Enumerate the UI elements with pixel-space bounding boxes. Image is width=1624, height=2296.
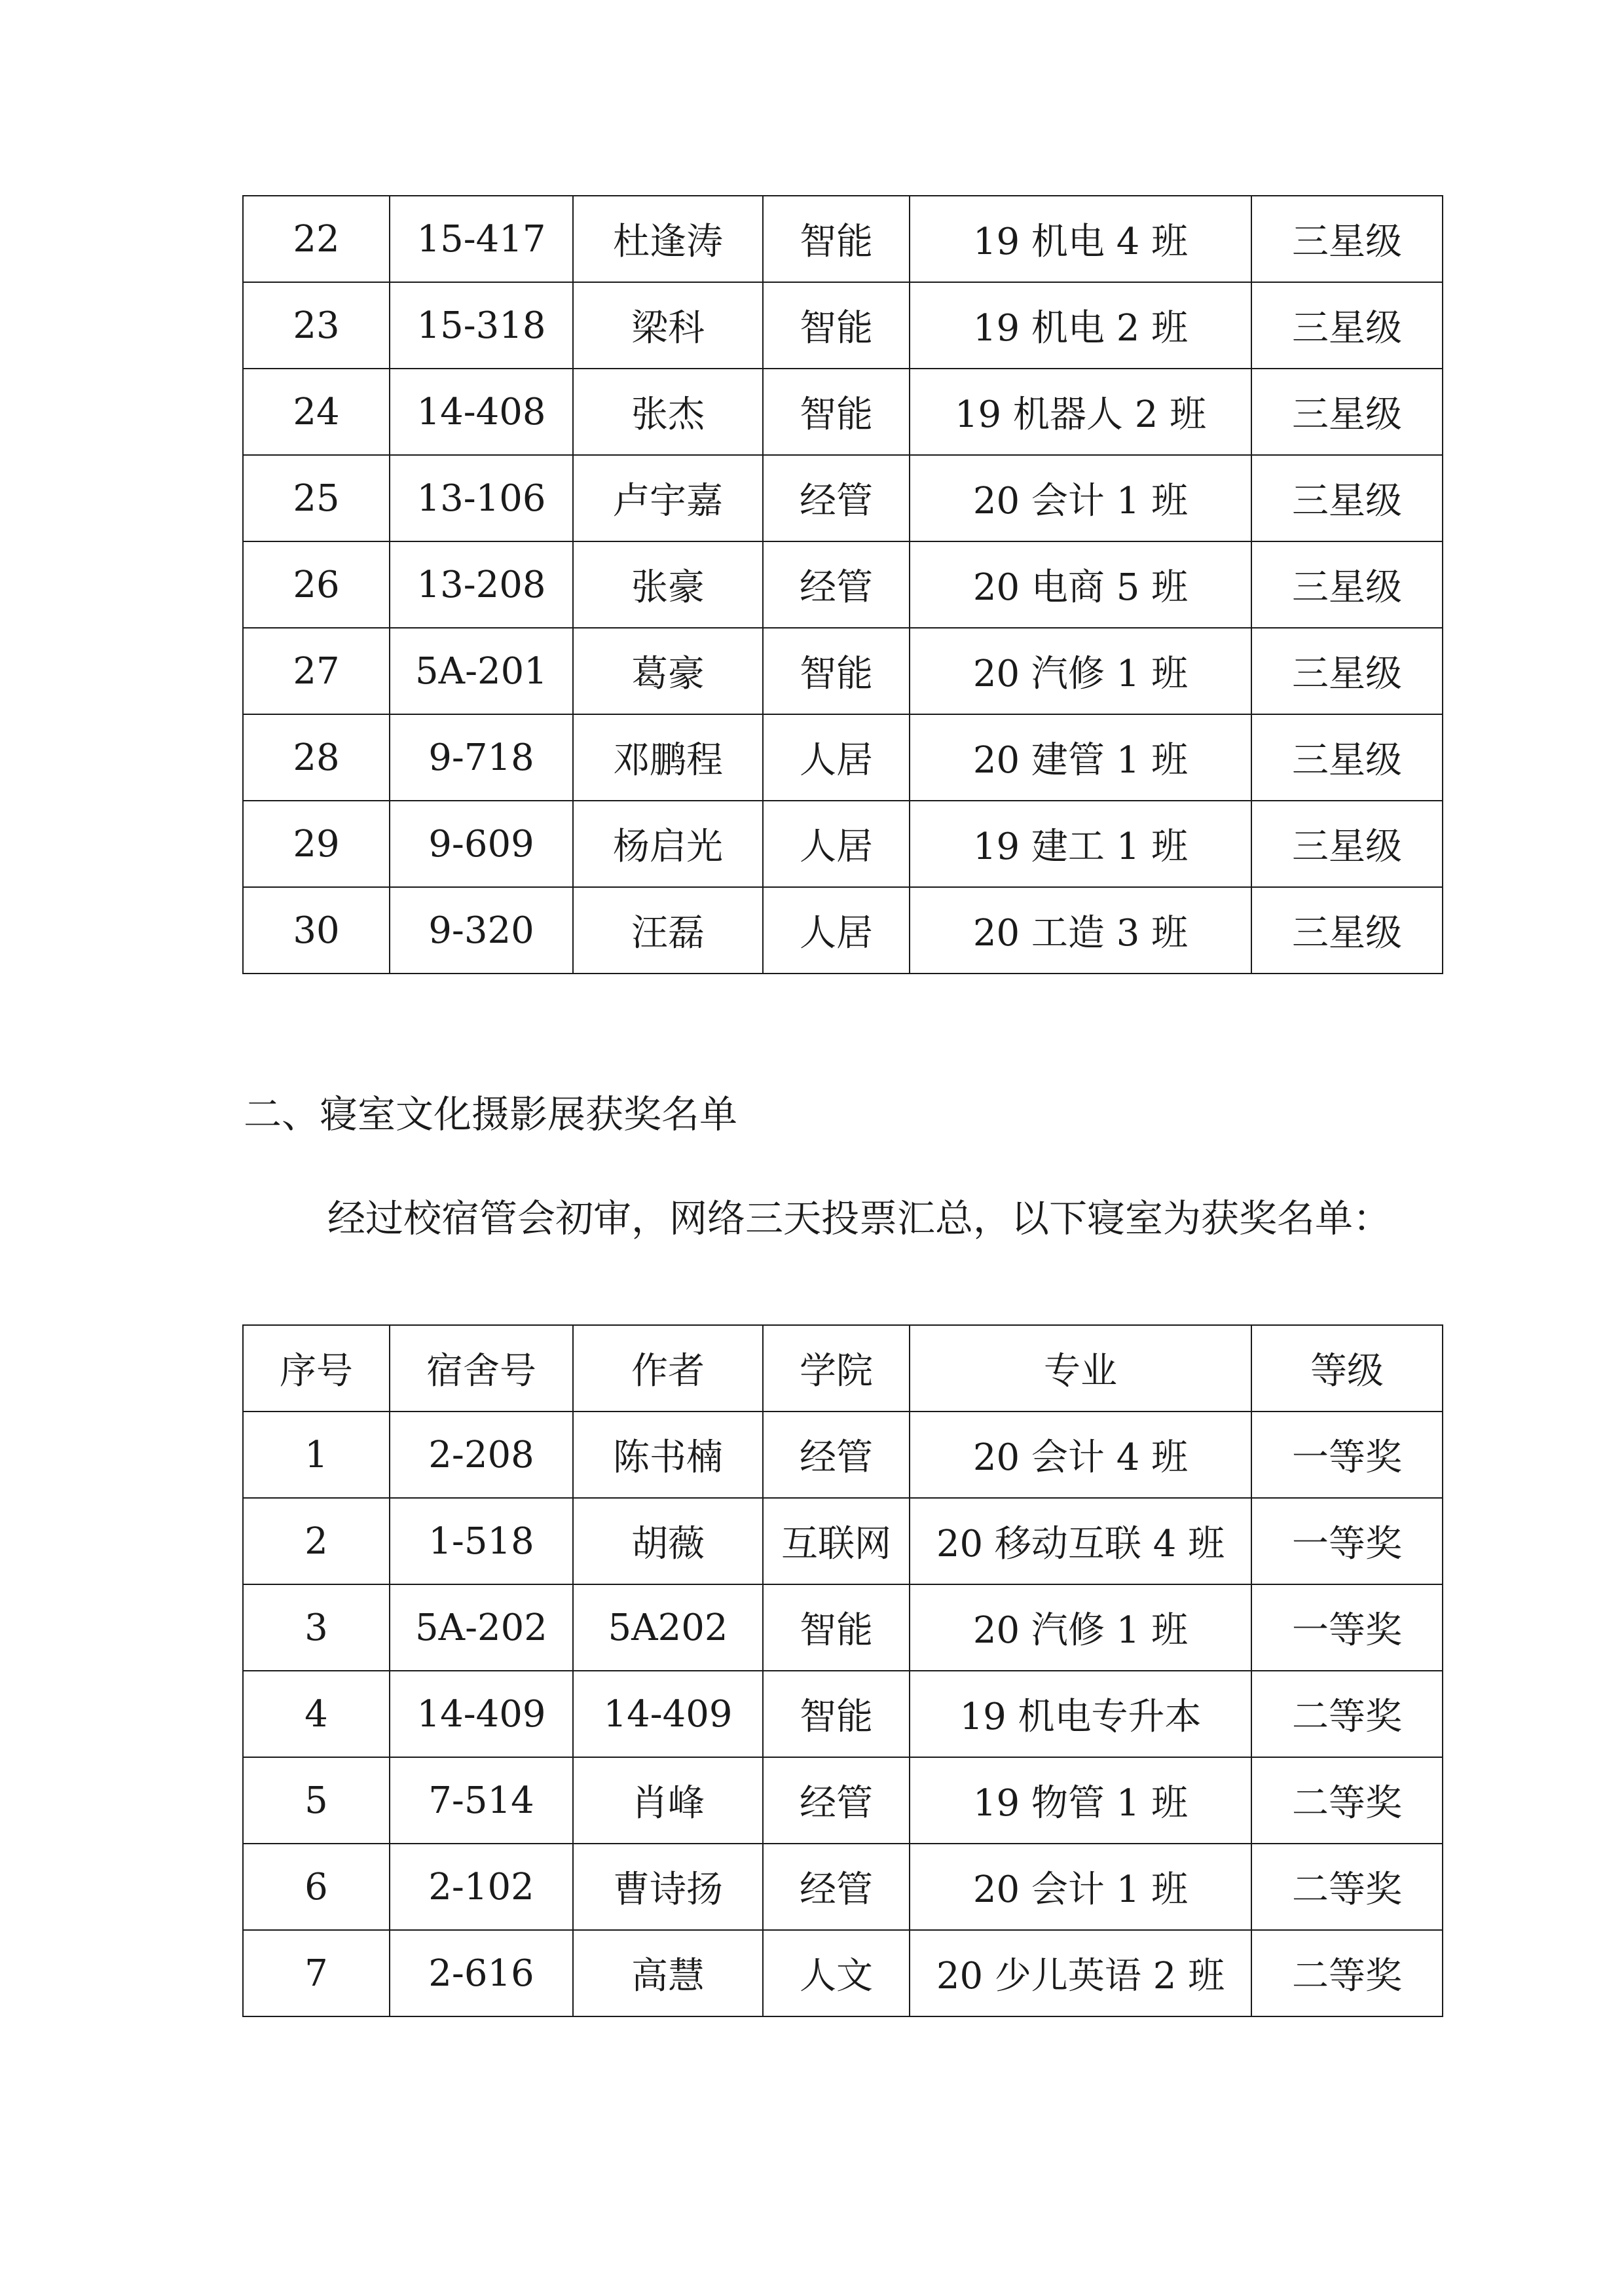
- table-row: [243, 1412, 1443, 1498]
- table-cell: 4: [243, 1671, 390, 1757]
- table-cell: 三星级: [1251, 887, 1443, 974]
- table-cell: 高慧: [573, 1930, 763, 2016]
- table-cell: 30: [243, 887, 390, 974]
- table-cell: 人居: [763, 801, 910, 887]
- table-cell: 14-409: [573, 1671, 763, 1757]
- table-row: [243, 196, 1443, 282]
- table-cell: 经管: [763, 1757, 910, 1844]
- table-cell: 20 会计 1 班: [910, 455, 1251, 541]
- table-cell: 5: [243, 1757, 390, 1844]
- table-cell: 三星级: [1251, 801, 1443, 887]
- table-cell: 7: [243, 1930, 390, 2016]
- table-cell: 15-417: [390, 196, 573, 282]
- table-cell: 25: [243, 455, 390, 541]
- header-row: [243, 1325, 1443, 1412]
- column-header: 宿舍号: [390, 1325, 573, 1412]
- table-cell: 二等奖: [1251, 1671, 1443, 1757]
- section-paragraph: 经过校宿管会初审，网络三天投票汇总，以下寝室为获奖名单：: [327, 1196, 1392, 1241]
- table-cell: 卢宇嘉: [573, 455, 763, 541]
- award-table: [242, 1324, 1443, 2017]
- table-cell: 三星级: [1251, 714, 1443, 801]
- table-row: [243, 887, 1443, 974]
- table-row: [243, 455, 1443, 541]
- table-cell: 智能: [763, 1584, 910, 1671]
- award-table-body: [243, 1412, 1443, 2016]
- table-cell: 23: [243, 282, 390, 369]
- table-cell: 20 汽修 1 班: [910, 628, 1251, 714]
- table-cell: 5A-202: [390, 1584, 573, 1671]
- table-row: [243, 1671, 1443, 1757]
- table-cell: 19 机电 4 班: [910, 196, 1251, 282]
- table-row: [243, 282, 1443, 369]
- table-cell: 19 机电 2 班: [910, 282, 1251, 369]
- table-cell: 经管: [763, 455, 910, 541]
- table-cell: 智能: [763, 1671, 910, 1757]
- column-header: 专业: [910, 1325, 1251, 1412]
- table-cell: 20 会计 1 班: [910, 1844, 1251, 1930]
- table-cell: 二等奖: [1251, 1757, 1443, 1844]
- section-heading: 二、寝室文化摄影展获奖名单: [244, 1092, 738, 1137]
- table-cell: 14-409: [390, 1671, 573, 1757]
- table-row: [243, 1930, 1443, 2016]
- table-cell: 人居: [763, 887, 910, 974]
- table-cell: 三星级: [1251, 369, 1443, 455]
- table-cell: 经管: [763, 541, 910, 628]
- table-cell: 经管: [763, 1844, 910, 1930]
- table-cell: 19 机电专升本: [910, 1671, 1251, 1757]
- table-cell: 经管: [763, 1412, 910, 1498]
- table-cell: 13-208: [390, 541, 573, 628]
- table-cell: 19 建工 1 班: [910, 801, 1251, 887]
- table-row: [243, 1844, 1443, 1930]
- table-cell: 20 会计 4 班: [910, 1412, 1251, 1498]
- table-cell: 2: [243, 1498, 390, 1584]
- table-cell: 胡薇: [573, 1498, 763, 1584]
- column-header: 等级: [1251, 1325, 1443, 1412]
- table-cell: 互联网: [763, 1498, 910, 1584]
- table-cell: 张杰: [573, 369, 763, 455]
- table-cell: 杜逢涛: [573, 196, 763, 282]
- table-cell: 20 移动互联 4 班: [910, 1498, 1251, 1584]
- table-row: [243, 1757, 1443, 1844]
- table-row: [243, 541, 1443, 628]
- table-row: [243, 628, 1443, 714]
- table-cell: 杨启光: [573, 801, 763, 887]
- table-cell: 1: [243, 1412, 390, 1498]
- table-cell: 三星级: [1251, 628, 1443, 714]
- table-cell: 人居: [763, 714, 910, 801]
- table-cell: 智能: [763, 628, 910, 714]
- table-cell: 1-518: [390, 1498, 573, 1584]
- table-cell: 6: [243, 1844, 390, 1930]
- column-header: 作者: [573, 1325, 763, 1412]
- table-cell: 曹诗扬: [573, 1844, 763, 1930]
- table-cell: 22: [243, 196, 390, 282]
- table-cell: 9-718: [390, 714, 573, 801]
- table-cell: 汪磊: [573, 887, 763, 974]
- table-cell: 7-514: [390, 1757, 573, 1844]
- table-row: [243, 1584, 1443, 1671]
- table-cell: 陈书楠: [573, 1412, 763, 1498]
- table-cell: 20 工造 3 班: [910, 887, 1251, 974]
- table-cell: 三星级: [1251, 282, 1443, 369]
- table-cell: 9-609: [390, 801, 573, 887]
- table-cell: 5A202: [573, 1584, 763, 1671]
- table-row: [243, 1498, 1443, 1584]
- table-cell: 张豪: [573, 541, 763, 628]
- table-row: [243, 369, 1443, 455]
- table-cell: 14-408: [390, 369, 573, 455]
- table-row: [243, 714, 1443, 801]
- table-cell: 13-106: [390, 455, 573, 541]
- table-cell: 邓鹏程: [573, 714, 763, 801]
- table-cell: 29: [243, 801, 390, 887]
- table-cell: 一等奖: [1251, 1498, 1443, 1584]
- table-cell: 15-318: [390, 282, 573, 369]
- column-header: 序号: [243, 1325, 390, 1412]
- table-cell: 人文: [763, 1930, 910, 2016]
- table-cell: 二等奖: [1251, 1844, 1443, 1930]
- table-cell: 20 建管 1 班: [910, 714, 1251, 801]
- table-cell: 2-208: [390, 1412, 573, 1498]
- table-cell: 一等奖: [1251, 1584, 1443, 1671]
- table-cell: 一等奖: [1251, 1412, 1443, 1498]
- table-cell: 葛豪: [573, 628, 763, 714]
- table-cell: 19 物管 1 班: [910, 1757, 1251, 1844]
- table-cell: 智能: [763, 196, 910, 282]
- table-cell: 5A-201: [390, 628, 573, 714]
- table-row: [243, 801, 1443, 887]
- table-cell: 20 汽修 1 班: [910, 1584, 1251, 1671]
- table-cell: 20 少儿英语 2 班: [910, 1930, 1251, 2016]
- table-cell: 三星级: [1251, 196, 1443, 282]
- table-cell: 二等奖: [1251, 1930, 1443, 2016]
- table-cell: 28: [243, 714, 390, 801]
- table-cell: 肖峰: [573, 1757, 763, 1844]
- table-cell: 20 电商 5 班: [910, 541, 1251, 628]
- table-cell: 三星级: [1251, 455, 1443, 541]
- table-cell: 智能: [763, 369, 910, 455]
- table-cell: 27: [243, 628, 390, 714]
- table-cell: 2-102: [390, 1844, 573, 1930]
- table-cell: 三星级: [1251, 541, 1443, 628]
- star-rating-table: [242, 195, 1443, 974]
- star-rating-table-body: [243, 196, 1443, 974]
- column-header: 学院: [763, 1325, 910, 1412]
- table-cell: 智能: [763, 282, 910, 369]
- table-cell: 26: [243, 541, 390, 628]
- table-cell: 2-616: [390, 1930, 573, 2016]
- award-table-header: [243, 1325, 1443, 1412]
- table-cell: 梁科: [573, 282, 763, 369]
- table-cell: 24: [243, 369, 390, 455]
- table-cell: 9-320: [390, 887, 573, 974]
- table-cell: 3: [243, 1584, 390, 1671]
- table-cell: 19 机器人 2 班: [910, 369, 1251, 455]
